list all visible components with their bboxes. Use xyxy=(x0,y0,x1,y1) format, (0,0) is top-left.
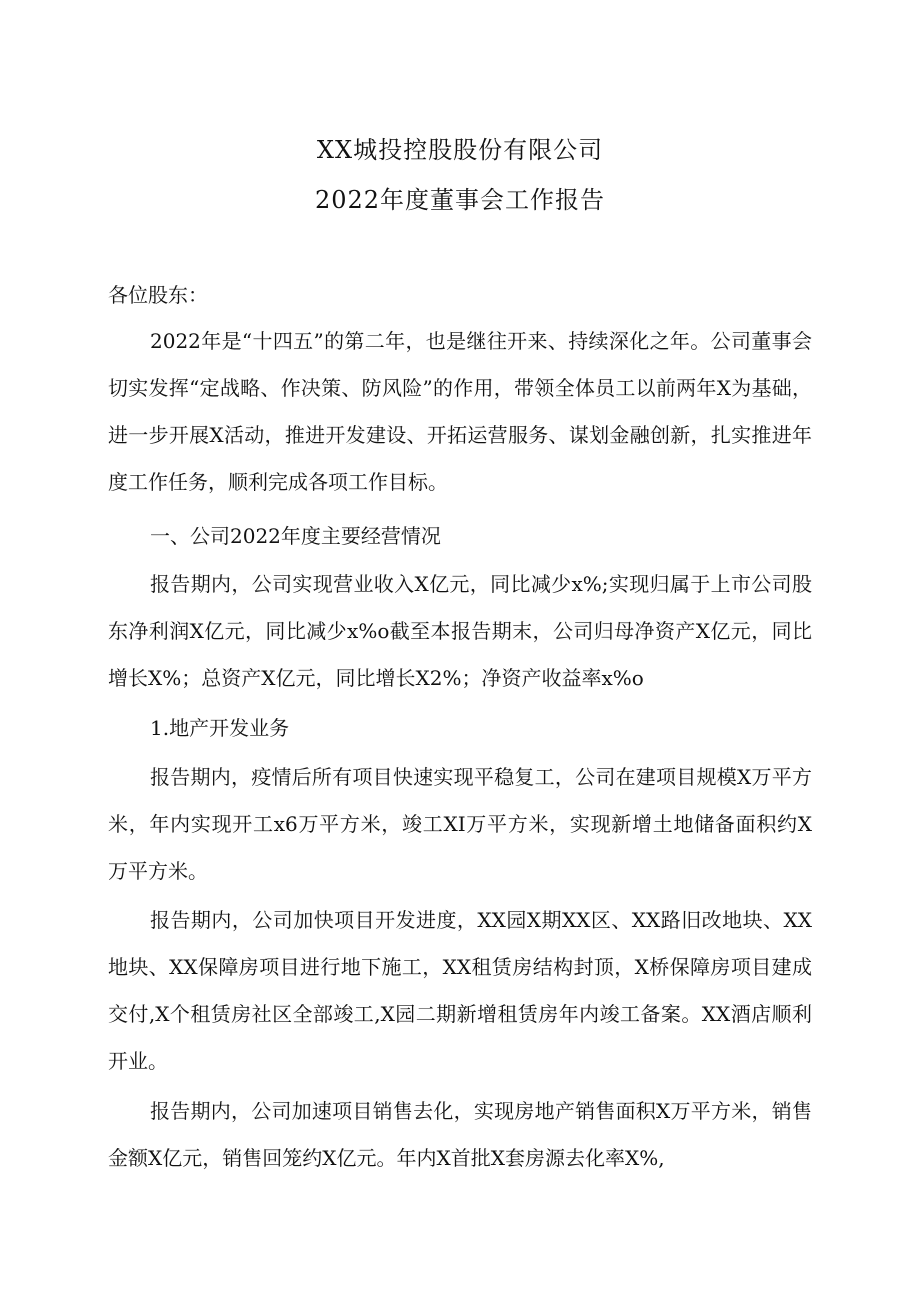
text-line: 地块、XX保障房项目进行地下施工，XX租赁房结构封顶，X桥保障房项目建成 xyxy=(108,955,812,979)
text-line: 增长X%；总资产X亿元，同比增长X2%；净资产收益率x%o xyxy=(108,666,644,690)
text-line: 万平方米。 xyxy=(108,859,208,883)
text-line: 交付,X个租赁房社区全部竣工,X园二期新增租赁房年内竣工备案。XX酒店顺利 xyxy=(108,1002,812,1026)
section-heading-1: 一、公司2022年度主要经营情况 xyxy=(150,524,441,548)
text-line: 进一步开展X活动，推进开发建设、开拓运营服务、谋划金融创新，扎实推进年 xyxy=(108,423,812,447)
text-line: 开业。 xyxy=(108,1049,168,1073)
text-line: 2022年是“十四五”的第二年，也是继往开来、持续深化之年。公司董事会 xyxy=(150,329,812,353)
text-line: 切实发挥“定战略、作决策、防风险”的作用，带领全体员工以前两年X为基础， xyxy=(108,376,812,400)
company-name-title: XX城投控股股份有限公司 xyxy=(316,136,604,164)
salutation: 各位股东： xyxy=(108,283,208,307)
text-line: 金额X亿元，销售回笼约X亿元。年内X首批X套房源去化率X%, xyxy=(108,1146,665,1170)
text-line: 报告期内，公司实现营业收入X亿元，同比减少x%;实现归属于上市公司股 xyxy=(150,572,812,596)
subsection-heading-real-estate: 1.地产开发业务 xyxy=(150,716,290,740)
text-line: 报告期内，公司加速项目销售去化，实现房地产销售面积X万平方米，销售 xyxy=(150,1099,812,1123)
text-line: 度工作任务，顺利完成各项工作目标。 xyxy=(108,470,448,494)
text-line: 米，年内实现开工x6万平方米，竣工XI万平方米，实现新增土地储备面积约X xyxy=(108,812,812,836)
text-line: 东净利润X亿元，同比减少x%o截至本报告期末，公司归母净资产X亿元，同比 xyxy=(108,619,812,643)
text-line: 报告期内，公司加快项目开发进度，XX园X期XX区、XX路旧改地块、XX xyxy=(150,908,812,932)
report-title: 2022年度董事会工作报告 xyxy=(314,186,606,214)
text-line: 报告期内，疫情后所有项目快速实现平稳复工，公司在建项目规模X万平方 xyxy=(150,765,812,789)
